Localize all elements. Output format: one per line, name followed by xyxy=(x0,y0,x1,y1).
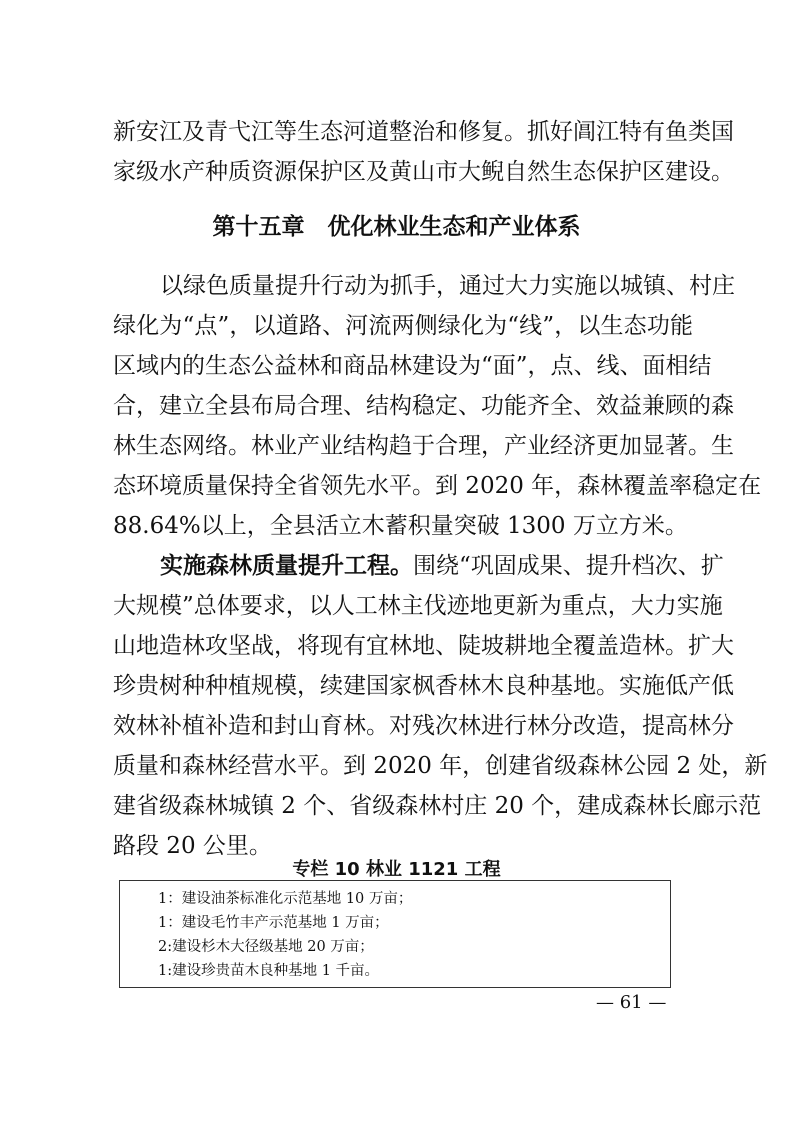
text-span: 围绕“巩固成果、提升档次、扩 xyxy=(413,553,724,579)
text-line: 以绿色质量提升行动为抓手，通过大力实施以城镇、村庄 xyxy=(160,273,735,299)
text-line: 建省级森林城镇 2 个、省级森林村庄 20 个，建成森林长廊示范 xyxy=(113,793,762,819)
text-line: 效林补植补造和封山育林。对残次林进行林分改造，提高林分 xyxy=(113,713,734,739)
text-line: 珍贵树种种植规模，续建国家枫香林木良种基地。实施低产低 xyxy=(113,673,734,699)
text-line: 林生态网络。林业产业结构趋于合理，产业经济更加显著。生 xyxy=(113,433,734,459)
page-number: — 61 — xyxy=(596,992,667,1013)
text-line: 大规模”总体要求，以人工林主伐迹地更新为重点，大力实施 xyxy=(113,593,723,619)
text-line: 区域内的生态公益林和商品林建设为“面”，点、线、面相结 xyxy=(113,353,712,379)
text-line: 态环境质量保持全省领先水平。到 2020 年，森林覆盖率稳定在 xyxy=(113,473,762,499)
box-item: 2:建设杉木大径级基地 20 万亩； xyxy=(158,939,374,955)
bold-lead: 实施森林质量提升工程。 xyxy=(160,552,413,579)
text-line: 质量和森林经营水平。到 2020 年，创建省级森林公园 2 处，新 xyxy=(113,753,768,779)
box-item: 1：建设毛竹丰产示范基地 1 万亩； xyxy=(158,915,389,931)
box-item: 1：建设油茶标准化示范基地 10 万亩； xyxy=(158,891,413,907)
text-line: 家级水产种质资源保护区及黄山市大鲵自然生态保护区建设。 xyxy=(113,159,734,185)
text-line: 新安江及青弋江等生态河道整治和修复。抓好阊江特有鱼类国 xyxy=(113,119,734,145)
text-line xyxy=(160,546,724,586)
text-line: 合，建立全县布局合理、结构稳定、功能齐全、效益兼顾的森 xyxy=(113,393,734,419)
text-line: 88.64%以上，全县活立木蓄积量突破 1300 万立方米。 xyxy=(113,513,688,539)
box-item: 1:建设珍贵苗木良种基地 1 千亩。 xyxy=(158,963,380,979)
text-line: 绿化为“点”，以道路、河流两侧绿化为“线”，以生态功能 xyxy=(113,313,693,339)
text-line: 山地造林攻坚战，将现有宜林地、陡坡耕地全覆盖造林。扩大 xyxy=(113,633,734,659)
text-line: 路段 20 公里。 xyxy=(113,833,272,859)
box-title: 专栏 10 林业 1121 工程 xyxy=(292,859,501,880)
chapter-heading: 第十五章 优化林业生态和产业体系 xyxy=(212,214,581,240)
